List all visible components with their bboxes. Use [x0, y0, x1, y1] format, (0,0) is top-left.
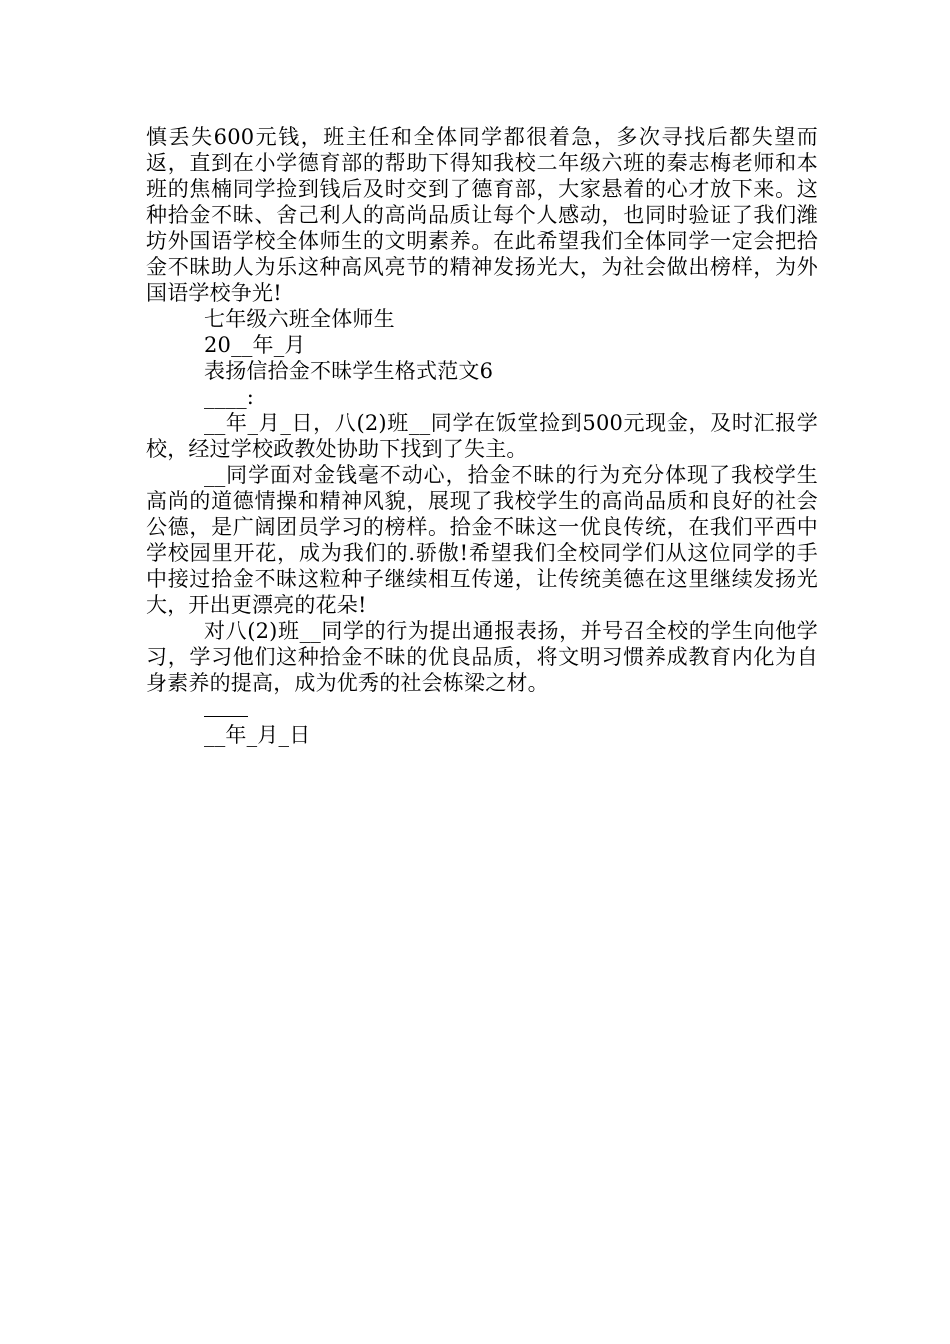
paragraph-praise: __同学面对金钱毫不动心，拾金不昧的行为充分体现了我校学生高尚的道德情操和精神风貌，展现了我校学生的高尚品质和良好的社会公德，是广阔团员学习的榜样。拾金不昧这一优良传统，在我们平西中学校园里开花，成为我们的.骄傲!希望我们全校同学们从这位同学的手中接过拾金不昧这粒种子继续相互传递，让传统美德在这里继续发扬光大，开出更漂亮的花朵! [146, 463, 818, 617]
blank-line [146, 696, 818, 722]
paragraph-1: 慎丢失600元钱，班主任和全体同学都很着急，多次寻找后都失望而返，直到在小学德育部的帮助下得知我校二年级六班的秦志梅老师和本班的焦楠同学捡到钱后及时交到了德育部，大家悬着的心才放下来。这种拾金不昧、舍己利人的高尚品质让每个人感动，也同时验证了我们潍坊外国语学校全体师生的文明素养。在此希望我们全体同学一定会把拾金不昧助人为乐这种高风亮节的精神发扬光大，为社会做出榜样，为外国语学校争光! [146, 125, 818, 305]
signature-blank [204, 696, 248, 717]
document-body [146, 124, 818, 748]
signature-date: 20__年_月 [204, 333, 306, 357]
signature-class: 七年级六班全体师生 [204, 307, 395, 331]
paragraph-commendation: 对八(2)班__同学的行为提出通报表扬，并号召全校的学生向他学习，学习他们这种拾金不昧的优良品质，将文明习惯养成教育内化为自身素养的提高，成为优秀的社会栋梁之材。 [146, 619, 818, 695]
closing-date: __年_月_日 [204, 723, 311, 747]
section-title: 表扬信拾金不昧学生格式范文6 [204, 359, 494, 383]
salutation: ____: [204, 385, 255, 409]
paragraph-event: __年_月_日，八(2)班__同学在饭堂捡到500元现金，及时汇报学校，经过学校政教处协助下找到了失主。 [146, 411, 818, 461]
